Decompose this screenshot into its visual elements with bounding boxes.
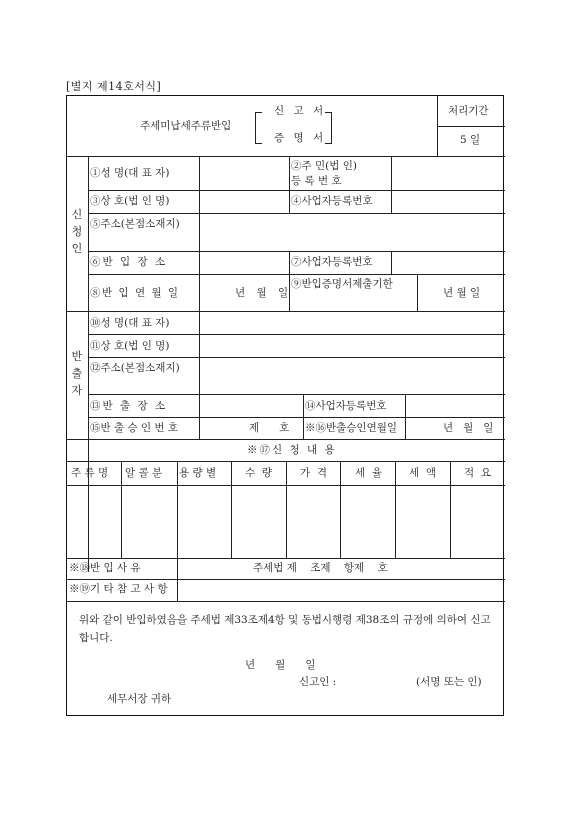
field-3-company-label: ③상 호(법 인 명) (90, 195, 170, 207)
import-date-value[interactable]: 년 월 일 (235, 287, 289, 299)
company-input[interactable] (201, 192, 287, 211)
exporter-company-input[interactable] (201, 336, 503, 355)
other-notes-label: ※⑲기 타 참 고 사 항 (69, 583, 168, 595)
request-title: ※⑰신 청 내 용 (247, 444, 337, 456)
column-price: 가 격 (300, 467, 327, 479)
field-2-line-1: ②주 민(법 인) 등 록 번 호 (291, 160, 357, 187)
declaration-text: 위와 같이 반입하였음을 주세법 제33조제4항 및 동법시행령 제38조의 규정에 의하여 신고합니다. (79, 614, 491, 644)
column-tax-rate: 세 율 (355, 467, 382, 479)
processing-period-label: 처리기간 (448, 105, 489, 117)
column-tax-amount: 세 액 (409, 467, 436, 479)
field-11-company-label: ⑪상 호(법 인 명) (90, 340, 170, 352)
form-title: 주세미납세주류반입 (140, 120, 232, 132)
exporter-address-input[interactable] (201, 359, 503, 392)
deadline-value[interactable]: 년 월 일 (443, 287, 481, 299)
registration-number-input[interactable] (393, 158, 503, 188)
field-14-business-number-label: ⑭사업자등록번호 (305, 400, 387, 412)
field-9-deadline-label: ⑨반입증명서제출기한 (291, 278, 393, 290)
name-input[interactable] (201, 158, 287, 188)
field-5-address-label: ⑤주소(본점소재지) (90, 218, 180, 230)
exporter-business-number-input[interactable] (407, 396, 503, 415)
doc-type-certificate: 증 명 서 (274, 132, 327, 144)
field-12-address-label: ⑫주소(본점소재지) (90, 362, 180, 374)
column-remarks: 적 요 (464, 467, 491, 479)
processing-period-value: 5 일 (460, 134, 481, 146)
applicant-section-label: 신청인 (71, 208, 83, 255)
approval-number-value[interactable]: 제 호 (249, 422, 290, 434)
form-label: [별지 제14호서식] (66, 80, 162, 93)
signature-note: (서명 또는 인) (416, 676, 482, 688)
field-8-import-date-label: ⑧반 입 연 월 일 (90, 287, 180, 299)
declaration-form (66, 95, 504, 716)
exporter-section-label: 반출자 (71, 350, 83, 397)
column-capacity: 용 량 별 (179, 467, 217, 479)
import-place-input[interactable] (201, 253, 287, 272)
field-15-approval-number-label: ⑮반 출 승 인 번 호 (90, 422, 179, 434)
declaration-date[interactable]: 년 월 일 (245, 659, 316, 671)
field-4-business-number-label: ④사업자등록번호 (291, 195, 373, 207)
column-alcohol: 알 콜 분 (125, 467, 163, 479)
field-16-approval-date-label: ※⑯반출승인연월일 (305, 422, 398, 434)
other-notes-input[interactable] (179, 581, 503, 599)
approval-date-value[interactable]: 년 월 일 (443, 422, 494, 434)
field-10-name-label: ⑩성 명(대 표 자) (90, 317, 170, 329)
export-place-input[interactable] (201, 396, 301, 415)
import-business-number-input[interactable] (393, 253, 503, 272)
field-13-export-place-label: ⑬반 출 장 소 (90, 400, 168, 412)
column-quantity: 수 량 (245, 467, 272, 479)
field-1-name-label: ①성 명(대 표 자) (90, 167, 170, 179)
request-table-body[interactable] (67, 486, 505, 558)
field-2-registration-label (291, 159, 389, 189)
address-input[interactable] (201, 215, 503, 249)
field-7-business-number-label: ⑦사업자등록번호 (291, 256, 373, 268)
left-bracket (255, 112, 262, 144)
exporter-name-input[interactable] (201, 313, 503, 332)
recipient-label: 세무서장 귀하 (107, 693, 172, 705)
import-reason-label: ※⑱반 입 사 유 (69, 562, 141, 574)
import-reason-value[interactable]: 주세법 제 조제 항제 호 (253, 562, 388, 574)
doc-type-report: 신 고 서 (274, 105, 327, 117)
declarant-label: 신고인 : (299, 676, 337, 688)
business-number-input[interactable] (393, 192, 503, 211)
column-liquor-name: 주 류 명 (71, 467, 109, 479)
field-6-import-place-label: ⑥반 입 장 소 (90, 256, 168, 268)
